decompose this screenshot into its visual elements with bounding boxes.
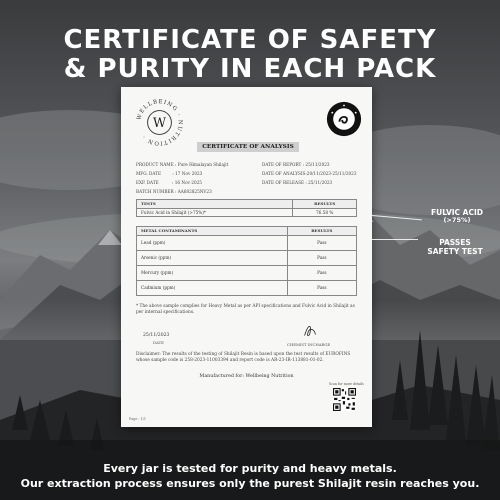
svg-text:WELLBEING · NUTRITION ·: WELLBEING · NUTRITION · — [136, 99, 183, 146]
wellbeing-nutrition-logo-icon — [132, 95, 187, 150]
info-date-of-analysis: DATE OF ANALYSIS:20/11/2023-25/11/2023 — [262, 171, 357, 176]
table-header-cell: RESULTS — [287, 227, 356, 236]
table-cell: Cadmium (ppm) — [137, 280, 288, 295]
table-row — [137, 250, 357, 265]
metal-contaminants-table — [136, 226, 357, 296]
signature-icon — [301, 322, 319, 340]
info-exp-date: EXP. DATE : 16 Nov 2025 — [136, 180, 202, 185]
info-product-name: PRODUCT NAME : Pure Himalayan Shilajit — [136, 162, 229, 167]
fulvic-callout-line-1: FULVIC ACID — [431, 208, 483, 217]
table-row — [137, 235, 357, 250]
fulvic-acid-callout — [418, 208, 496, 224]
signature-date-label: DATE — [153, 340, 164, 345]
table-cell: Arsenic (ppm) — [137, 250, 288, 265]
table-header-cell: RESULTS — [293, 200, 357, 209]
certificate-document — [121, 87, 372, 427]
table-cell: Pass — [287, 265, 356, 280]
tests-table — [136, 199, 357, 217]
info-mfg-date: MFG. DATE : 17 Nov 2023 — [136, 171, 203, 176]
footer-line-1: Every jar is tested for purity and heavy metals. — [103, 462, 397, 475]
certification-seal-icon — [326, 101, 362, 137]
headline-line-1: CERTIFICATE OF SAFETY — [63, 25, 437, 55]
info-date-of-report: DATE OF REPORT : 25/11/2023 — [262, 162, 330, 167]
footer-line-2: Our extraction process ensures only the purest Shilajit resin reaches you. — [20, 477, 480, 490]
table-cell: Pass — [287, 280, 356, 295]
chemist-incharge-label: CHEMIST INCHARGE — [287, 342, 331, 347]
table-row — [137, 280, 357, 295]
certificate-title: CERTIFICATE OF ANALYSIS — [197, 142, 299, 152]
headline-line-2: & PURITY IN EACH PACK — [63, 54, 437, 84]
safety-callout-line-1: PASSES — [439, 238, 471, 247]
table-cell: Lead (ppm) — [137, 235, 288, 250]
page-number: Page : 1/1 — [129, 417, 147, 421]
table-cell: 76.58 % — [293, 208, 357, 217]
table-cell: Mercury (ppm) — [137, 265, 288, 280]
svg-text:W: W — [152, 116, 167, 132]
table-header-row — [137, 200, 357, 209]
safety-test-callout — [412, 238, 498, 256]
table-row — [137, 265, 357, 280]
disclaimer-text: Disclaimer: The results of the testing of Shilajit Resin is based upon the test results of EUROFINS whose sample code is 258-2023-11003394 and report code is AR-23-IR-113881-01-02. — [136, 352, 351, 364]
info-date-of-release: DATE OF RELEASE : 25/11/2023 — [262, 180, 333, 185]
fulvic-callout-line-2: (>75%) — [443, 216, 471, 224]
table-cell: Fulvic Acid in Shilajit (>75%)* — [137, 208, 293, 217]
table-cell: Pass — [287, 235, 356, 250]
qr-code-icon[interactable] — [333, 388, 356, 411]
info-batch-number: BATCH NUMBER : AA682825NV23 — [136, 189, 212, 194]
signature-date: 25/11/2023 — [143, 333, 170, 338]
table-header-row — [137, 227, 357, 236]
scan-label: Scan for more details — [329, 382, 364, 386]
table-header-cell: TESTS — [137, 200, 293, 209]
table-cell: Pass — [287, 250, 356, 265]
table-row — [137, 208, 357, 217]
manufacturer-text: Manufactured for: Wellbeing Nutrition — [199, 374, 294, 379]
compliance-note: * The above sample complies for Heavy Metal as per API specifications and Fulvic Acid in Shilajit as per internal specifications. — [136, 304, 355, 316]
table-header-cell: METAL CONTAMINANTS — [137, 227, 288, 236]
safety-callout-line-2: SAFETY TEST — [427, 247, 483, 256]
